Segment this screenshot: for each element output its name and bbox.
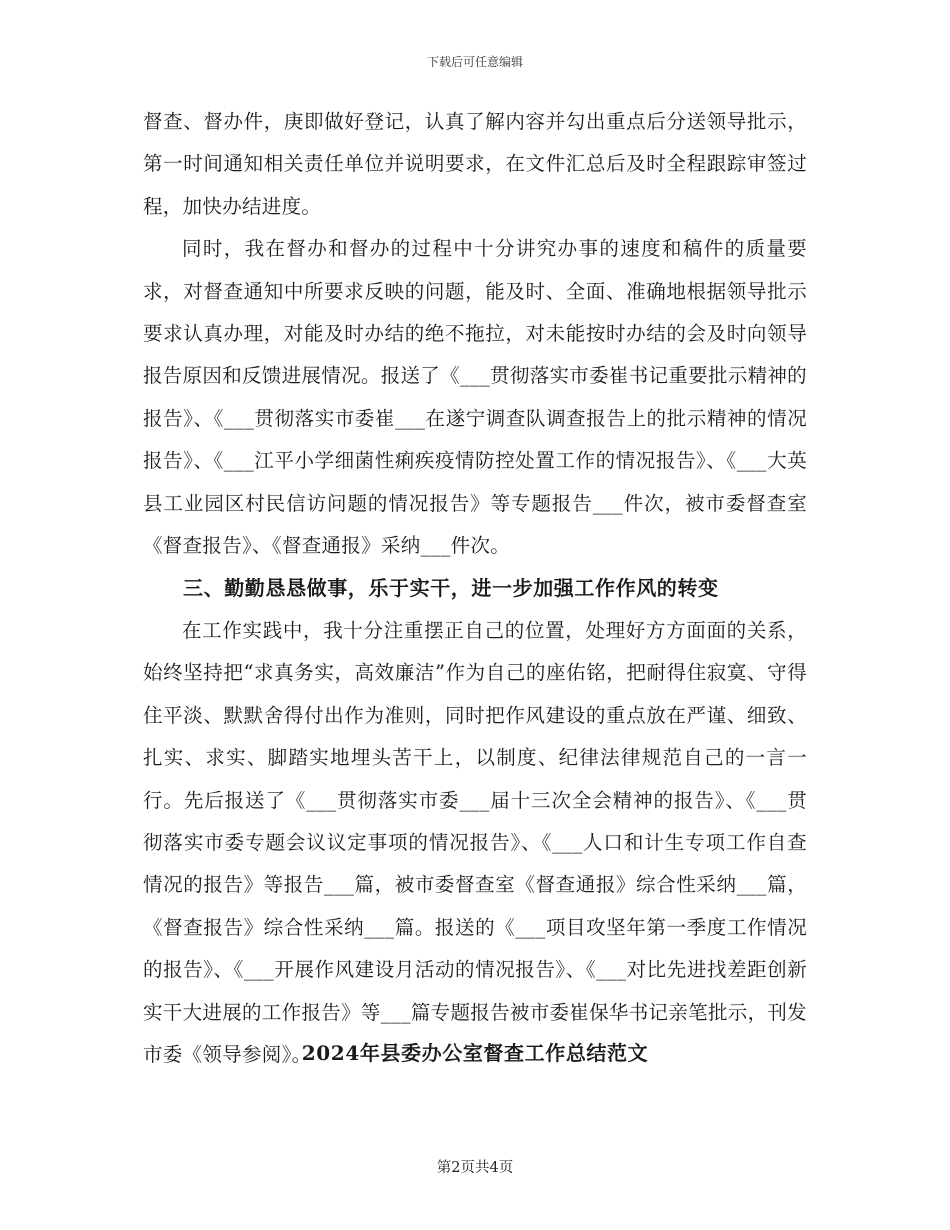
- paragraph-2: 同时，我在督办和督办的过程中十分讲究办事的速度和稿件的质量要求，对督查通知中所要求反映的问题，能及时、全面、准确地根据领导批示要求认真办理，对能及时办结的绝不拖拉，对未能按时办结的会及时向领导报告原因和反馈进展情况。报送了《___贯彻落实市委崔书记重要批示精神的报告》、《___贯彻落实市委崔___在遂宁调查队调查报告上的批示精神的情况报告》、《___江平小学细菌性痢疾疫情防控处置工作的情况报告》、《___大英县工业园区村民信访问题的情况报告》等专题报告___件次，被市委督查室《督查报告》、《督查通报》采纳___件次。: [143, 237, 807, 558]
- paragraph-3: 在工作实践中，我十分注重摆正自己的位置，处理好方方面面的关系，始终坚持把“求真务实，高效廉洁”作为自己的座佑铭，把耐得住寂寞、守得住平淡、默默舍得付出作为准则，同时把作风建设的重点放在严谨、细致、扎实、求实、脚踏实地埋头苦干上，以制度、纪律法律规范自己的一言一行。先后报送了《___贯彻落实市委___届十三次全会精神的报告》、《___贯彻落实市委专题会议议定事项的情况报告》、《___人口和计生专项工作自查情况的报告》等报告___篇，被市委督查室《督查通报》综合性采纳___篇，《督查报告》综合性采纳___篇。报送的《___项目攻坚年第一季度工作情况的报告》、《___开展作风建设月活动的情况报告》、《___对比先进找差距创新实干大进展的工作报告》等___篇专题报告被市委崔保华书记亲笔批示，刊发市委《领导参阅》。: [143, 618, 807, 1066]
- document-body: [143, 101, 807, 1076]
- page-number: 第2页共4页: [436, 1160, 514, 1176]
- document-title: 2024年县委办公室督查工作总结范文: [301, 1041, 649, 1065]
- page-header-note: 下载后可任意编辑: [426, 55, 523, 69]
- paragraph-1: 督查、督办件，庚即做好登记，认真了解内容并勾出重点后分送领导批示，第一时间通知相关责任单位并说明要求，在文件汇总后及时全程跟踪审签过程，加快办结进度。: [143, 110, 807, 218]
- section-3-heading: 三、勤勤恳恳做事，乐于实干，进一步加强工作作风的转变: [183, 576, 719, 601]
